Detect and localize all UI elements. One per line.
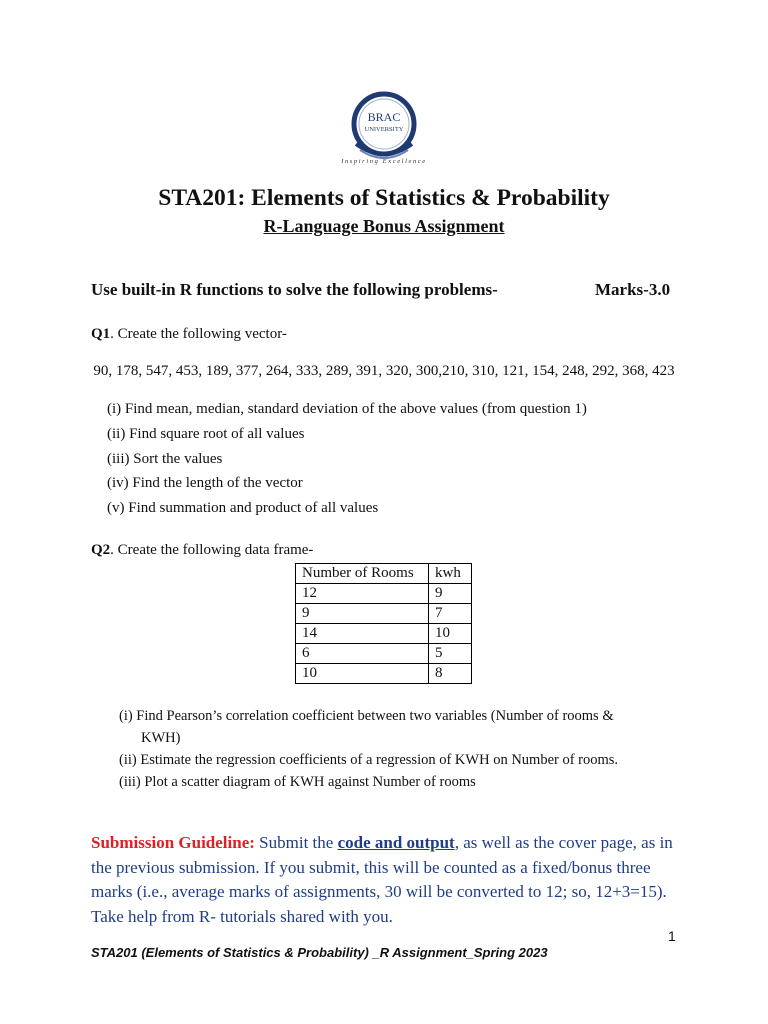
logo-line1: BRAC [367,110,401,124]
q1-item: (i) Find mean, median, standard deviation of the above values (from question 1) [107,401,587,417]
table-cell: 9 [296,604,429,624]
q1-text: . Create the following vector- [110,326,287,342]
table-row [296,604,472,624]
page-title: STA201: Elements of Statistics & Probability [158,185,610,211]
table-cell: 12 [296,584,429,604]
q1-item: (iii) Sort the values [107,451,223,467]
logo-line2: UNIVERSITY [364,126,404,133]
page-subtitle: R-Language Bonus Assignment [263,216,505,236]
table-row [296,624,472,644]
q2-item1-line1: (i) Find Pearson’s correlation coefficient between two variables (Number of rooms & [119,708,614,724]
q2-item2: (ii) Estimate the regression coefficients of a regression of KWH on Number of rooms. [119,752,619,768]
table-cell: 9 [429,584,472,604]
q2-label: Q2 [91,542,111,558]
table-cell: 6 [296,644,429,664]
q1-item: (iv) Find the length of the vector [107,475,303,491]
q2-text: . Create the following data frame- [110,542,314,558]
table-row [296,664,472,684]
submission-guideline [91,831,691,929]
table-row [296,644,472,664]
guideline-label: Submission Guideline: [91,833,255,852]
table-row [296,584,472,604]
data-frame-table [295,563,472,684]
table-header-cell: kwh [429,564,472,584]
table-cell: 8 [429,664,472,684]
marks-label: Marks-3.0 [595,280,671,299]
instruction-text: Use built-in R functions to solve the following problems- [91,280,498,299]
table-cell: 10 [429,624,472,644]
guideline-post: , as well as the cover page, as in the previous submission. If you submit, this will be counted as a fixed/bonus three marks (i.e., average marks of assignments, 30 will be converted to 12; so, 12+3=15). Take help from R- tutorials shared with you. [91,833,673,926]
page-number: 1 [668,928,676,944]
q1-item: (v) Find summation and product of all values [107,500,379,516]
q2-item1-line2: KWH) [141,730,181,746]
guideline-pre: Submit the [254,833,338,852]
q2-heading [91,542,313,559]
table-cell: 5 [429,644,472,664]
table-cell: 7 [429,604,472,624]
page-footer: STA201 (Elements of Statistics & Probability) _R Assignment_Spring 2023 [91,945,548,960]
table-cell: 10 [296,664,429,684]
q1-heading [91,326,287,343]
q1-vector: 90, 178, 547, 453, 189, 377, 264, 333, 289, 391, 320, 300,210, 310, 121, 154, 248, 292, 368, 423 [93,363,675,379]
table-header-row [296,564,472,584]
q1-item: (ii) Find square root of all values [107,426,305,442]
q2-item3: (iii) Plot a scatter diagram of KWH against Number of rooms [119,774,476,790]
q1-label: Q1 [91,326,111,342]
table-cell: 14 [296,624,429,644]
table-header-cell: Number of Rooms [296,564,429,584]
guideline-emphasis: code and output [337,833,455,852]
logo-tagline: Inspiring Excellence [341,158,427,165]
brac-university-logo [336,88,432,168]
